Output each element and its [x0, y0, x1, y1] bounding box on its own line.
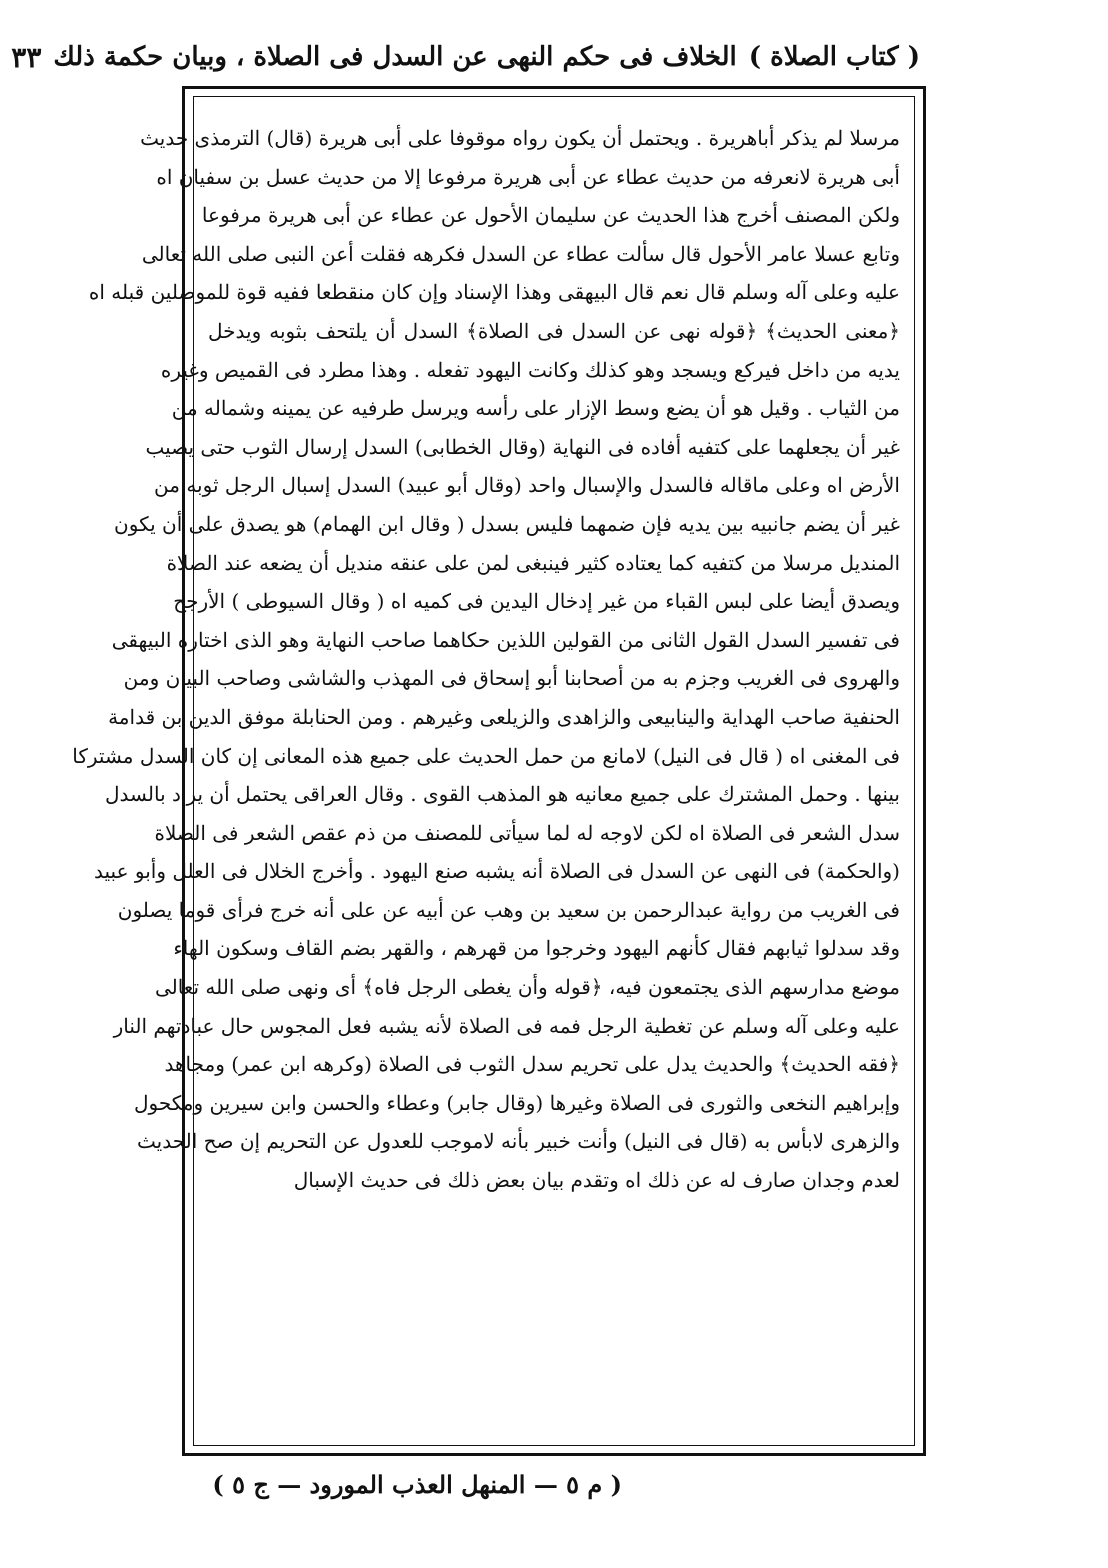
page-number: ٣٣ — [11, 40, 42, 74]
text-line: ولكن المصنف أخرج هذا الحديث عن سليمان الأحول عن عطاء عن أبى هريرة مرفوعا — [201, 203, 900, 228]
running-head — [11, 36, 920, 78]
text-line: يديه من داخل فيركع ويسجد وهو كذلك وكانت اليهود تفعله . وهذا مطرد فى القميص وغيره — [160, 357, 900, 382]
text-line: ﴿معنى الحديث﴾ ﴿قوله نهى عن السدل فى الصلاة﴾ السدل أن يلتحف بثوبه ويدخل — [208, 318, 900, 343]
text-line: الأرض اه وعلى ماقاله فالسدل والإسبال واحد (وقال أبو عبيد) السدل إسبال الرجل ثوبه من — [154, 473, 900, 498]
text-line: أبى هريرة لانعرفه من حديث عطاء عن أبى هريرة مرفوعا إلا من حديث عسل بن سفيان اه — [156, 164, 900, 189]
text-line: لعدم وجدان صارف له عن ذلك اه وتقدم بيان بعض ذلك فى حديث الإسبال — [293, 1168, 900, 1193]
text-line: بينها . وحمل المشترك على جميع معانيه هو المذهب القوى . وقال العراقى يحتمل أن يراد بالسدل — [105, 782, 900, 807]
text-line: موضع مدارسهم الذى يجتمعون فيه، ﴿قوله وأن يغطى الرجل فاه﴾ أى ونهى صلى الله تعالى — [154, 975, 900, 1000]
text-line: وتابع عسلا عامر الأحول قال سألت عطاء عن السدل فكرهه فقلت أعن النبى صلى الله تعالى — [141, 241, 900, 266]
book-title: ( كتاب الصلاة ) — [748, 42, 920, 72]
text-line: فى الغريب من رواية عبدالرحمن بن سعيد بن وهب عن أبيه عن على أنه خرج فرأى قوما يصلون — [117, 897, 900, 922]
text-line: الحنفية صاحب الهداية والينابيعى والزاهدى والزيلعى وغيرهم . ومن الحنابلة موفق الدين بن قدامة — [108, 704, 900, 729]
body-text — [72, 119, 900, 1200]
text-frame-outer — [72, 86, 926, 1456]
text-line: فى تفسير السدل القول الثانى من القولين اللذين حكاهما صاحب النهاية وهو الذى اختاره البيهقى — [111, 627, 900, 652]
text-line: ويصدق أيضا على لبس القباء من غير إدخال اليدين فى كميه اه ( وقال السيوطى ) الأرجح — [173, 589, 900, 614]
text-line: المنديل مرسلا من كتفيه كما يعتاده كثير فينبغى لمن على عنقه منديل أن يضعه عند الصلاة — [166, 550, 900, 575]
text-line: غير أن يجعلهما على كتفيه أفاده فى النهاية (وقال الخطابى) السدل إرسال الثوب حتى يصيب — [145, 434, 900, 459]
chapter-title: الخلاف فى حكم النهى عن السدل فى الصلاة ، وبيان حكمة ذلك — [53, 42, 737, 72]
text-line: والزهرى لابأس به (قال فى النيل) وأنت خبير بأنه لاموجب للعدول عن التحريم إن صح الحديث — [136, 1129, 900, 1154]
text-frame-inner — [72, 96, 915, 1446]
text-line: مرسلا لم يذكر أباهريرة . ويحتمل أن يكون رواه موقوفا على أبى هريرة (قال) الترمذى حديث — [140, 126, 900, 150]
text-line: عليه وعلى آله وسلم قال نعم قال البيهقى وهذا الإسناد وإن كان منقطعا ففيه قوة للموصلين قبله اه — [88, 280, 900, 305]
text-line: عليه وعلى آله وسلم عن تغطية الرجل فمه فى الصلاة لأنه يشبه فعل المجوس حال عبادتهم النار — [113, 1013, 900, 1038]
text-line: فى المغنى اه ( قال فى النيل) لامانع من حمل الحديث على جميع هذه المعانى إن كان السدل مشتركا — [72, 743, 900, 768]
text-line: غير أن يضم جانبيه بين يديه فإن ضمهما فليس بسدل ( وقال ابن الهمام) هو يصدق على أن يكون — [114, 511, 900, 536]
text-line: سدل الشعر فى الصلاة اه لكن لاوجه له لما سيأتى للمصنف من ذم عقص الشعر فى الصلاة — [154, 820, 900, 845]
text-line: ﴿فقه الحديث﴾ والحديث يدل على تحريم سدل الثوب فى الصلاة (وكرهه ابن عمر) ومجاهد — [164, 1052, 900, 1077]
footer-signature: ( م ٥ — المنهل العذب المورود — ج ٥ ) — [212, 1470, 622, 1499]
text-line: والهروى فى الغريب وجزم به من أصحابنا أبو إسحاق فى المهذب والشاشى وصاحب البيان ومن — [123, 666, 900, 691]
text-line: (والحكمة) فى النهى عن السدل فى الصلاة أنه يشبه صنع اليهود . وأخرج الخلال فى العلل وأبو عبيد — [94, 859, 900, 884]
text-line: وقد سدلوا ثيابهم فقال كأنهم اليهود وخرجوا من قهرهم ، والقهر بضم القاف وسكون الهاء — [173, 936, 900, 961]
text-line: من الثياب . وقيل هو أن يضع وسط الإزار على رأسه ويرسل طرفيه عن يمينه وشماله من — [171, 396, 900, 421]
text-line: وإبراهيم النخعى والثورى فى الصلاة وغيرها (وقال جابر) وعطاء والحسن وابن سيرين ومكحول — [133, 1090, 900, 1115]
